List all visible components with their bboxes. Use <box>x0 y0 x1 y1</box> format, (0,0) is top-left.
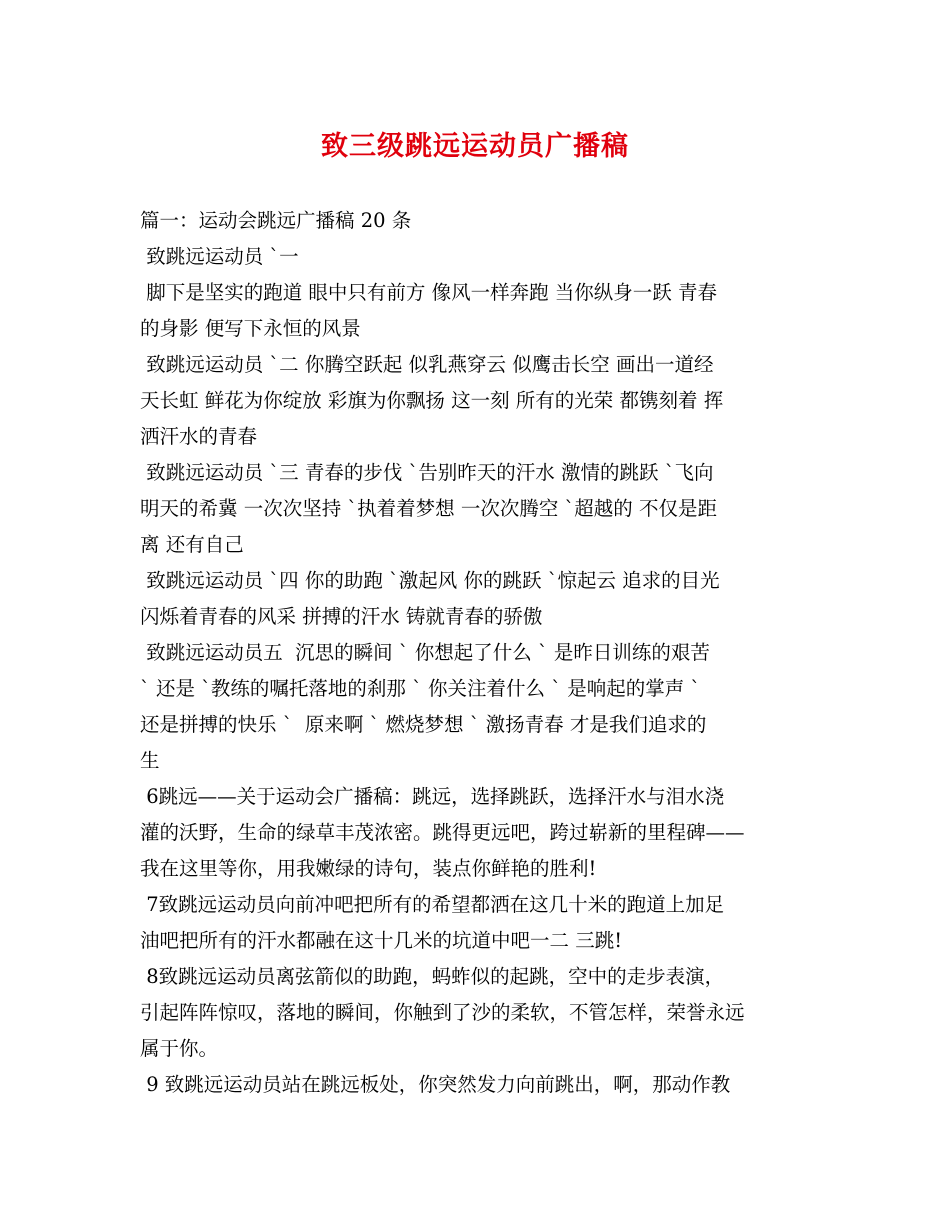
text-line: 天长虹 鲜花为你绽放 彩旗为你飘扬 这一刻 所有的光荣 都镌刻着 挥 <box>140 389 724 412</box>
text-line: 致跳远运动员五 沉思的瞬间 ` 你想起了什么 ` 是昨日训练的艰苦 <box>140 641 710 664</box>
text-line: 明天的希冀 一次次坚持 `执着着梦想 一次次腾空 `超越的 不仅是距 <box>140 497 717 520</box>
text-line: 灌的沃野，生命的绿草丰茂浓密。跳得更远吧，跨过崭新的里程碑—— <box>140 821 745 844</box>
text-line: 油吧把所有的汗水都融在这十几米的坑道中吧一二 三跳! <box>140 929 623 952</box>
text-line: 致跳远运动员 `三 青春的步伐 `告别昨天的汗水 激情的跳跃 `飞向 <box>140 461 714 484</box>
text-line: 闪烁着青春的风采 拼搏的汗水 铸就青春的骄傲 <box>140 605 543 628</box>
text-line: 7致跳远运动员向前冲吧把所有的希望都洒在这几十米的跑道上加足 <box>140 893 725 916</box>
text-line: 6跳远——关于运动会广播稿：跳远，选择跳跃，选择汗水与泪水浇 <box>140 785 725 808</box>
text-line: 致跳远运动员 `二 你腾空跃起 似乳燕穿云 似鹰击长空 画出一道经 <box>140 353 714 376</box>
text-line: 致跳远运动员 `一 <box>140 245 299 268</box>
text-line: 生 <box>140 749 160 772</box>
text-line: 脚下是坚实的跑道 眼中只有前方 像风一样奔跑 当你纵身一跃 青春 <box>140 281 717 304</box>
document-title: 致三级跳远运动员广播稿 <box>321 131 629 162</box>
document-body <box>140 203 830 1103</box>
text-line: 8致跳远运动员离弦箭似的助跑，蚂蚱似的起跳，空中的走步表演， <box>140 965 725 988</box>
text-line: 引起阵阵惊叹，落地的瞬间，你触到了沙的柔软，不管怎样，荣誉永远 <box>140 1001 745 1024</box>
text-line: 我在这里等你，用我嫩绿的诗句，装点你鲜艳的胜利! <box>140 857 597 880</box>
text-line: 致跳远运动员 `四 你的助跑 `激起风 你的跳跃 `惊起云 追求的目光 <box>140 569 720 592</box>
text-line: 的身影 便写下永恒的风景 <box>140 317 361 340</box>
text-line: 离 还有自己 <box>140 533 244 556</box>
text-line: 属于你。 <box>140 1037 219 1060</box>
text-line: 篇一：运动会跳远广播稿 20 条 <box>140 209 412 232</box>
text-line: ` 还是 `教练的嘱托落地的刹那 ` 你关注着什么 ` 是响起的掌声 ` <box>140 677 701 700</box>
text-line: 9 致跳远运动员站在跳远板处，你突然发力向前跳出，啊，那动作教 <box>140 1073 731 1096</box>
text-line: 还是拼搏的快乐 ` 原来啊 ` 燃烧梦想 ` 激扬青春 才是我们追求的 <box>140 713 707 736</box>
text-line: 洒汗水的青春 <box>140 425 258 448</box>
